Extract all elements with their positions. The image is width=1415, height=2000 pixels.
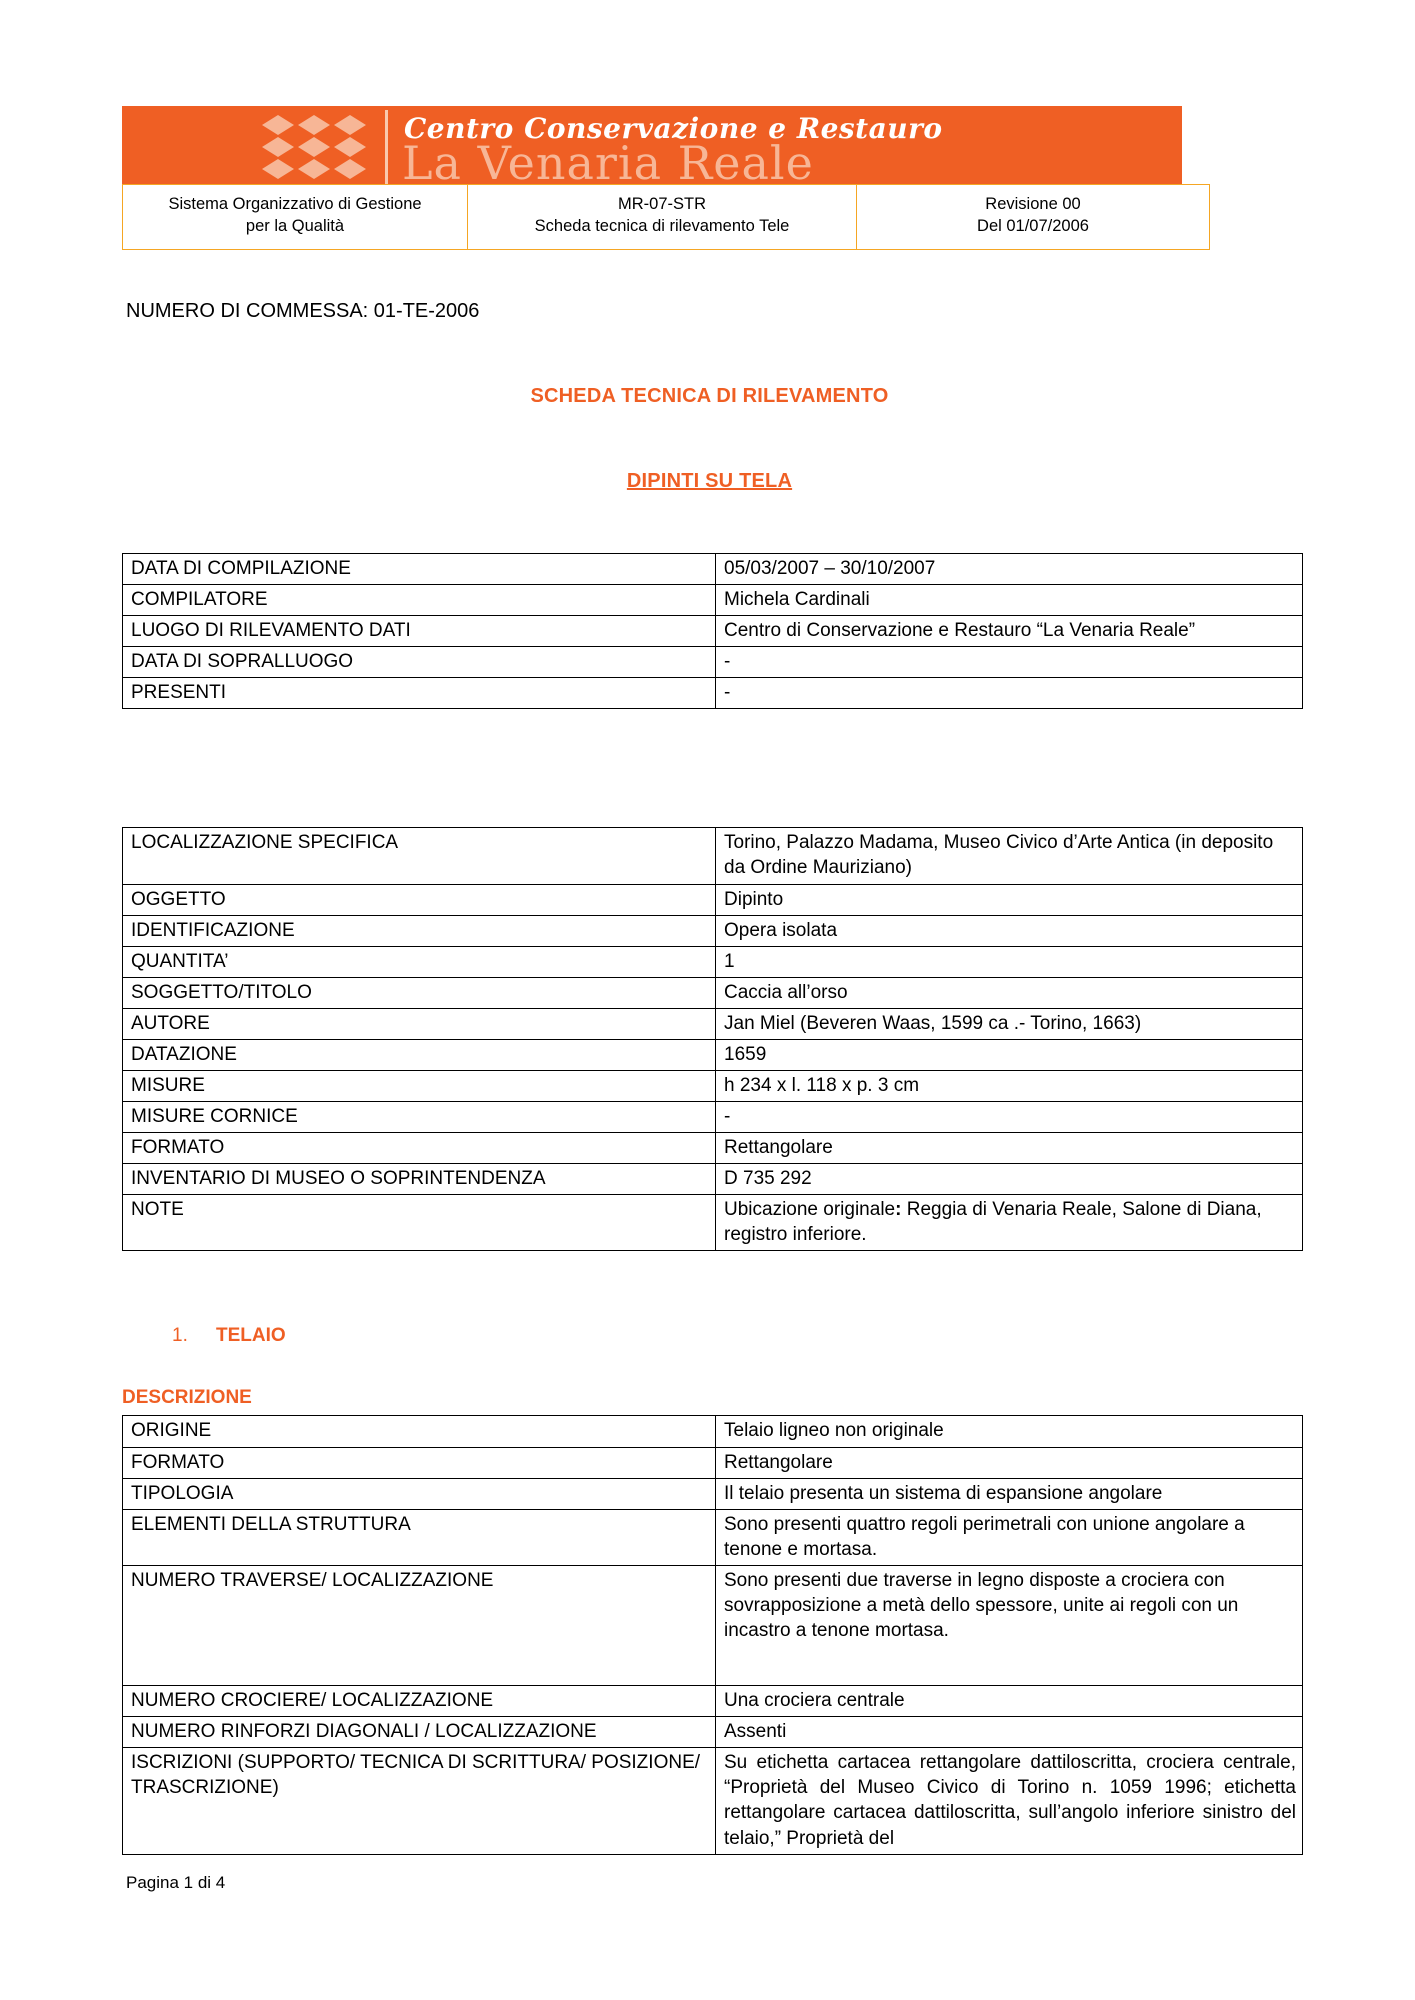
header-code-line1: MR-07-STR [617, 195, 706, 214]
row-key: COMPILATORE [123, 585, 716, 616]
note-bold-colon: : [895, 1199, 902, 1221]
document-body [122, 300, 1297, 1855]
row-key: NUMERO RINFORZI DIAGONALI / LOCALIZZAZIONE [123, 1717, 716, 1748]
row-value: Assenti [716, 1717, 1303, 1748]
table-row [123, 1102, 1303, 1133]
table-row [123, 554, 1303, 585]
row-key: ELEMENTI DELLA STRUTTURA [123, 1509, 716, 1565]
row-key: TIPOLOGIA [123, 1478, 716, 1509]
row-value: Il telaio presenta un sistema di espansione angolare [716, 1478, 1303, 1509]
header-cell-system [123, 185, 468, 250]
table-row-note [123, 1195, 1303, 1251]
table-row [123, 946, 1303, 977]
page-footer: Pagina 1 di 4 [126, 1873, 226, 1892]
table-row [123, 1748, 1303, 1854]
row-key: IDENTIFICAZIONE [123, 915, 716, 946]
row-value: Opera isolata [716, 915, 1303, 946]
row-value: Rettangolare [716, 1133, 1303, 1164]
page-subtitle: DIPINTI SU TELA [626, 470, 793, 492]
table-row [123, 678, 1303, 709]
row-key: NUMERO CROCIERE/ LOCALIZZAZIONE [123, 1686, 716, 1717]
row-value: 1659 [716, 1039, 1303, 1070]
commessa-number: NUMERO DI COMMESSA: 01-TE-2006 [126, 300, 480, 322]
row-key: LUOGO DI RILEVAMENTO DATI [123, 616, 716, 647]
row-key: NUMERO TRAVERSE/ LOCALIZZAZIONE [123, 1565, 716, 1685]
row-value: Sono presenti due traverse in legno disposte a crociera con sovrapposizione a metà dello spessore, unite ai regoli con un incastro a tenone mortasa. [716, 1565, 1303, 1685]
row-value: - [716, 647, 1303, 678]
row-value: 1 [716, 946, 1303, 977]
row-value: - [716, 678, 1303, 709]
row-value: h 234 x l. 118 x p. 3 cm [716, 1071, 1303, 1102]
table-row [123, 1478, 1303, 1509]
header-revision-line1: Revisione 00 [985, 195, 1081, 214]
page-title: SCHEDA TECNICA DI RILEVAMENTO [530, 385, 889, 407]
subsection-descrizione: DESCRIZIONE [122, 1387, 252, 1409]
table-row [123, 828, 1303, 884]
row-value: Caccia all’orso [716, 977, 1303, 1008]
table-row [123, 585, 1303, 616]
table-row [123, 1565, 1303, 1685]
row-value: Jan Miel (Beveren Waas, 1599 ca .- Torino, 1663) [716, 1008, 1303, 1039]
header-info-table [122, 184, 1210, 250]
row-value: - [716, 1102, 1303, 1133]
table-row [123, 1717, 1303, 1748]
row-key: ORIGINE [123, 1416, 716, 1447]
table-row [123, 1039, 1303, 1070]
header-system-line1: Sistema Organizzativo di Gestione [168, 195, 422, 214]
table-opera [122, 827, 1303, 1251]
row-key: LOCALIZZAZIONE SPECIFICA [123, 828, 716, 884]
row-value: Sono presenti quattro regoli perimetrali con unione angolare a tenone e mortasa. [716, 1509, 1303, 1565]
banner-title-line2: La Venaria Reale [402, 136, 814, 184]
row-key: NOTE [123, 1195, 716, 1251]
row-key: SOGGETTO/TITOLO [123, 977, 716, 1008]
row-key: DATA DI COMPILAZIONE [123, 554, 716, 585]
table-compilazione [122, 553, 1303, 709]
header-code-line2: Scheda tecnica di rilevamento Tele [534, 217, 790, 235]
table-row [123, 1071, 1303, 1102]
row-value [716, 1195, 1303, 1251]
row-key: QUANTITA’ [123, 946, 716, 977]
table-row [123, 647, 1303, 678]
row-key: FORMATO [123, 1133, 716, 1164]
row-key: DATAZIONE [123, 1039, 716, 1070]
header-info-row [123, 185, 1210, 250]
section-heading-telaio [172, 1325, 1297, 1347]
row-key: ISCRIZIONI (SUPPORTO/ TECNICA DI SCRITTURA/ POSIZIONE/ TRASCRIZIONE) [123, 1748, 716, 1854]
row-value: Dipinto [716, 884, 1303, 915]
table-row [123, 1447, 1303, 1478]
table-row [123, 884, 1303, 915]
header-cell-revision [857, 185, 1210, 250]
row-key: OGGETTO [123, 884, 716, 915]
header-cell-code [468, 185, 857, 250]
diamond-pattern-icon [261, 114, 367, 180]
table-row [123, 1133, 1303, 1164]
row-key: MISURE [123, 1071, 716, 1102]
logo-banner [122, 106, 1182, 184]
section-label: TELAIO [216, 1325, 286, 1347]
row-value: Michela Cardinali [716, 585, 1303, 616]
row-value: 05/03/2007 – 30/10/2007 [716, 554, 1303, 585]
row-value: Telaio ligneo non originale [716, 1416, 1303, 1447]
row-value: Una crociera centrale [716, 1686, 1303, 1717]
row-key: FORMATO [123, 1447, 716, 1478]
table-row [123, 977, 1303, 1008]
table-row [123, 1686, 1303, 1717]
section-number: 1. [172, 1325, 188, 1347]
note-bold-prefix: Ubicazione originale [724, 1199, 896, 1221]
row-value: Torino, Palazzo Madama, Museo Civico d’Arte Antica (in deposito da Ordine Mauriziano) [716, 828, 1303, 884]
table-row [123, 1509, 1303, 1565]
table-telaio [122, 1415, 1303, 1854]
row-value: Su etichetta cartacea rettangolare dattiloscritta, crociera centrale, “Proprietà del Museo Civico di Torino n. 1059 1996; etichetta rettangolare cartacea dattiloscritta, sull’angolo inferiore sinistro del telaio,” Proprietà del [716, 1748, 1303, 1854]
table-row [123, 616, 1303, 647]
row-key: PRESENTI [123, 678, 716, 709]
header-revision-line2: Del 01/07/2006 [977, 217, 1089, 235]
table-row [123, 1164, 1303, 1195]
row-value: Rettangolare [716, 1447, 1303, 1478]
banner-title-line1: Centro Conservazione e Restauro [404, 112, 943, 145]
row-value: Centro di Conservazione e Restauro “La Venaria Reale” [716, 616, 1303, 647]
table-row [123, 1416, 1303, 1447]
header-system-line2: per la Qualità [245, 217, 345, 235]
row-key: MISURE CORNICE [123, 1102, 716, 1133]
note-rest: Reggia di Venaria Reale, Salone di Diana, registro inferiore. [724, 1199, 1262, 1246]
banner-divider [385, 110, 388, 184]
document-header [122, 106, 1182, 250]
row-key: AUTORE [123, 1008, 716, 1039]
row-value: D 735 292 [716, 1164, 1303, 1195]
row-key: INVENTARIO DI MUSEO O SOPRINTENDENZA [123, 1164, 716, 1195]
table-row [123, 915, 1303, 946]
row-key: DATA DI SOPRALLUOGO [123, 647, 716, 678]
table-row [123, 1008, 1303, 1039]
